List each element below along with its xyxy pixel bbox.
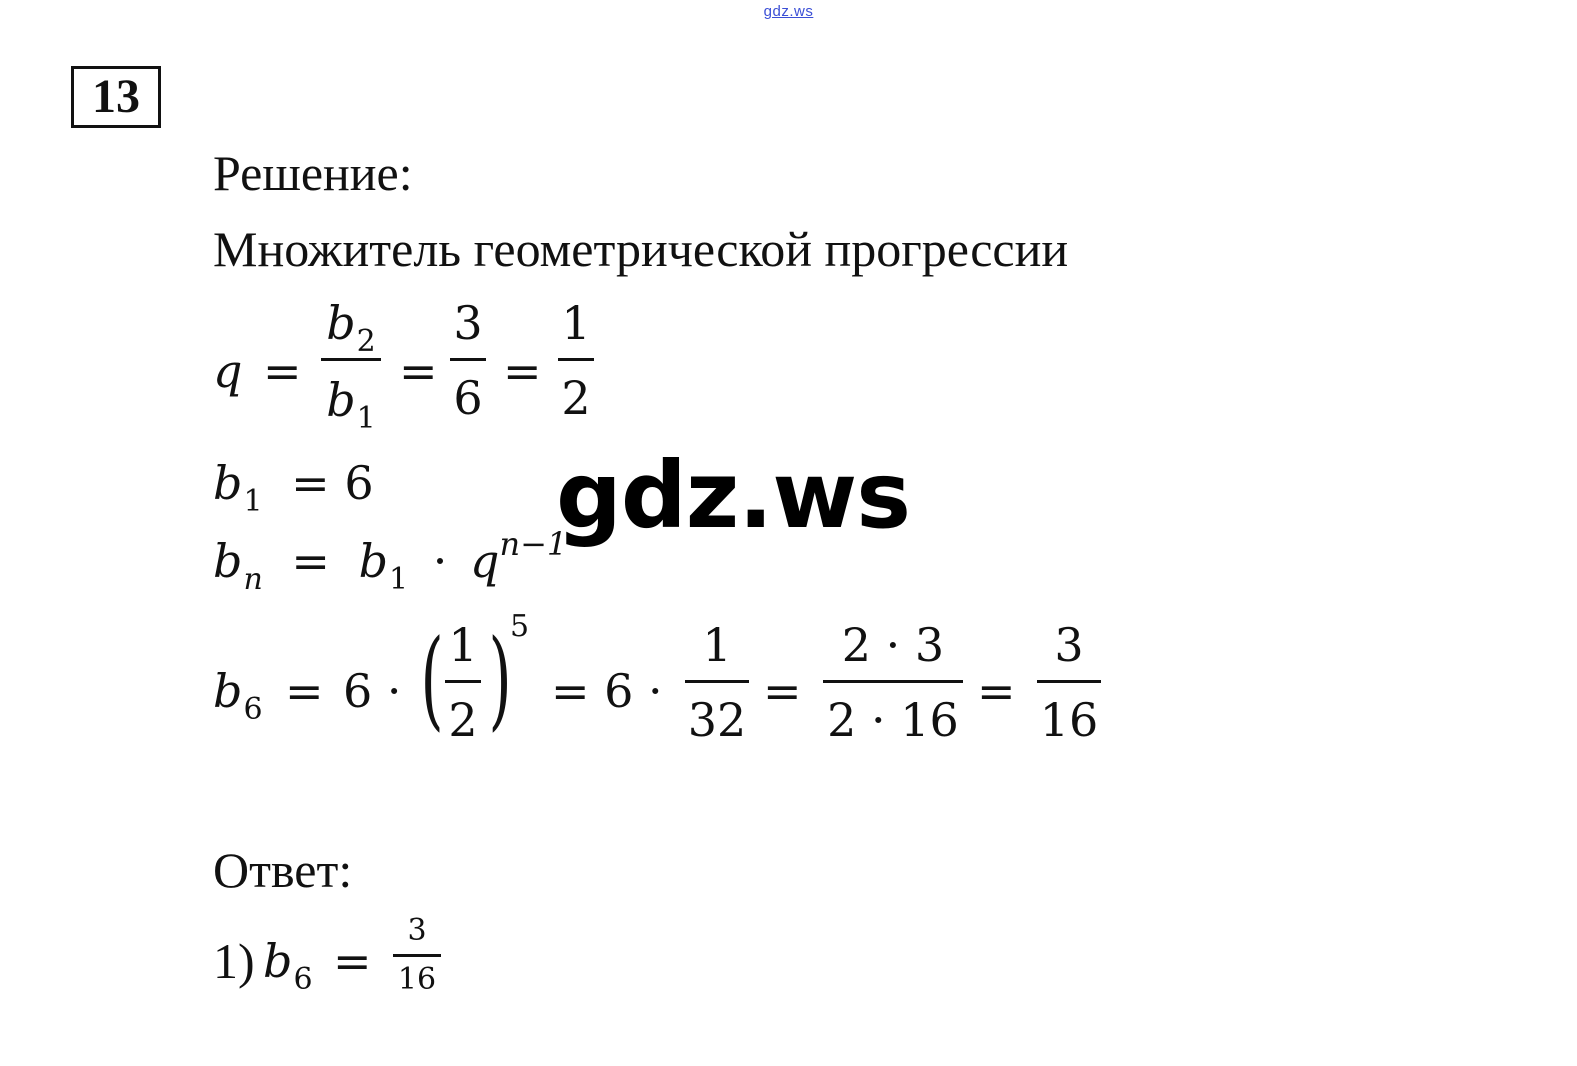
frac-num-var: b xyxy=(326,296,356,350)
solution-subheading: Множитель геометрической прогрессии xyxy=(213,221,1069,277)
b-var: b xyxy=(263,934,293,988)
frac-den-sub: 1 xyxy=(356,401,376,436)
fraction-bar xyxy=(558,358,594,361)
b-sub: n xyxy=(243,562,263,597)
frac-num: 1 xyxy=(702,618,732,672)
equals-sign: = xyxy=(263,344,302,398)
frac-den: 16 xyxy=(397,962,437,997)
frac-num: 3 xyxy=(1054,618,1084,672)
frac-den: 16 xyxy=(1039,693,1099,747)
answer-heading: Ответ: xyxy=(213,842,353,898)
equation-b6 xyxy=(213,609,1113,760)
q-symbol: q xyxy=(470,534,500,588)
frac-num: 1 xyxy=(561,296,591,350)
fraction-bar xyxy=(1037,680,1101,683)
fraction-b2-b1 xyxy=(321,296,381,436)
answer-prefix: 1) xyxy=(213,933,255,989)
exponent: 5 xyxy=(510,609,530,644)
b-var: b xyxy=(213,664,243,718)
frac-den: 2 xyxy=(561,371,591,425)
equation-b1 xyxy=(213,456,374,519)
frac-den: 2 · 16 xyxy=(827,693,959,747)
b1-rhs: = 6 xyxy=(291,456,374,510)
equation-q xyxy=(213,296,613,440)
b-sub: 6 xyxy=(293,962,313,997)
frac-num: 2 · 3 xyxy=(841,618,945,672)
frac-den: 32 xyxy=(687,693,747,747)
frac-num: 1 xyxy=(448,618,478,672)
equals-sign: = xyxy=(503,344,542,398)
equals-sign: = xyxy=(763,664,802,718)
problem-number: 13 xyxy=(92,70,140,123)
frac-den: 2 xyxy=(448,693,478,747)
frac-num: 3 xyxy=(407,913,427,948)
solution-heading: Решение: xyxy=(213,145,413,201)
equals-sign: = xyxy=(333,934,372,988)
fraction-bar xyxy=(450,358,486,361)
b-sub: 6 xyxy=(243,692,263,727)
b-sub: 1 xyxy=(243,484,263,519)
left-paren: ( xyxy=(420,617,444,742)
fraction-bar xyxy=(393,954,441,957)
equals-sign: = xyxy=(977,664,1016,718)
equals-sign: = xyxy=(399,344,438,398)
fraction-1-2 xyxy=(558,296,594,425)
equals-sign: = xyxy=(285,664,324,718)
frac-num-sub: 2 xyxy=(356,324,376,359)
fraction-3-16 xyxy=(1037,618,1101,747)
fraction-3-6 xyxy=(450,296,486,425)
b-var: b xyxy=(213,534,243,588)
equals-sign: = xyxy=(291,534,330,588)
fraction-2x3-2x16 xyxy=(823,618,963,747)
q-symbol: q xyxy=(213,344,243,398)
fraction-bar xyxy=(823,680,963,683)
b1-sub: 1 xyxy=(389,562,409,597)
fraction-bar xyxy=(445,680,481,683)
watermark-logo: gdz.ws xyxy=(556,442,910,549)
problem-number-box xyxy=(71,66,161,128)
answer-fraction xyxy=(393,913,441,997)
frac-num: 3 xyxy=(453,296,483,350)
fraction-1-32 xyxy=(685,618,749,747)
equation-bn xyxy=(213,525,568,597)
fraction-bar xyxy=(685,680,749,683)
header-watermark-link[interactable]: gdz.ws xyxy=(763,3,814,20)
right-paren: ) xyxy=(488,617,512,742)
frac-den-var: b xyxy=(326,373,356,427)
answer-equation xyxy=(213,912,473,1022)
b-var: b xyxy=(213,456,243,510)
dot-operator: · xyxy=(432,534,448,588)
coefficient: 6 · xyxy=(343,664,402,718)
exponent: n−1 xyxy=(499,525,568,563)
equals-coefficient: = 6 · xyxy=(551,664,663,718)
frac-den: 6 xyxy=(453,371,483,425)
fraction-paren-1-2 xyxy=(445,618,481,747)
b1-var: b xyxy=(358,534,389,588)
